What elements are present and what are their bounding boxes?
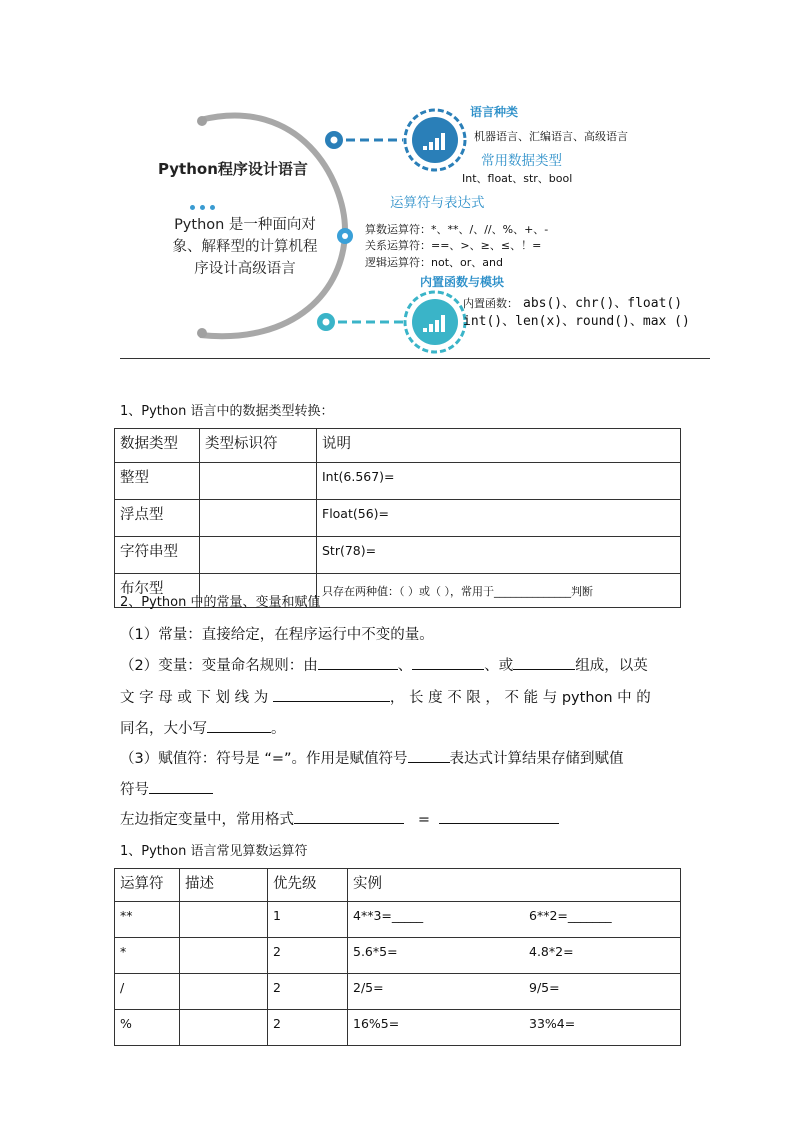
text: 、 (397, 658, 413, 674)
id-cell[interactable] (200, 537, 317, 574)
table-row (115, 974, 681, 1010)
assignment-paragraph-line2 (120, 778, 213, 799)
builtins-line2: int()、len(x)、round()、max () (463, 314, 690, 329)
section2-heading: 2、Python 中的常量、变量和赋值 (120, 595, 321, 610)
op-cell: * (115, 938, 180, 974)
table-header-cell: 优先级 (268, 869, 348, 902)
assignment-format-line (120, 808, 559, 829)
table-header-cell: 类型标识符 (200, 429, 317, 463)
table-row (115, 938, 681, 974)
table-row (115, 537, 681, 574)
table-header-cell: 运算符 (115, 869, 180, 902)
blank-field[interactable] (439, 809, 559, 824)
blank-field[interactable] (149, 779, 213, 794)
example-cell (348, 974, 681, 1010)
type-cell: 整型 (115, 463, 200, 500)
variable-paragraph-line1 (120, 654, 648, 675)
priority-cell: 2 (268, 938, 348, 974)
blank-field[interactable] (207, 718, 271, 733)
example-cell (348, 1010, 681, 1046)
id-cell[interactable] (200, 463, 317, 500)
blank-field[interactable] (294, 809, 404, 824)
text: 符号 (120, 782, 149, 798)
example-2: 33%4= (529, 1016, 576, 1031)
type-cell: 字符串型 (115, 537, 200, 574)
text: ， 长 度 不 限 ， 不 能 与 python 中 的 (389, 690, 651, 706)
table-header-row (115, 429, 681, 463)
table-header-cell: 描述 (180, 869, 268, 902)
builtins-label: 内置函数： (463, 297, 518, 310)
type-cell: 布尔型 (115, 574, 200, 608)
data-types-title: 常用数据类型 (481, 153, 562, 169)
arc-end-dot (197, 116, 207, 126)
constant-paragraph: （1）常量：直接给定，在程序运行中不变的量。 (120, 627, 434, 643)
text: 、或 (484, 658, 514, 674)
divider (120, 358, 710, 359)
example-2: 9/5= (529, 980, 560, 995)
blank-field[interactable] (273, 687, 390, 702)
desc-cell: Float(56)= (317, 500, 681, 537)
text: （2）变量：变量命名规则：由 (120, 658, 318, 674)
desc-cell[interactable] (180, 1010, 268, 1046)
text: 。 (271, 721, 286, 737)
op-cell: ** (115, 902, 180, 938)
logical-operators: 逻辑运算符：not、or、and (365, 256, 503, 269)
table-header-row (115, 869, 681, 902)
data-types-content: Int、float、str、bool (462, 172, 573, 185)
id-cell[interactable] (200, 500, 317, 537)
diagram-title: Python程序设计语言 (158, 160, 308, 178)
operators-title: 运算符与表达式 (390, 195, 485, 211)
example-1: 2/5= (353, 980, 384, 995)
op-cell: / (115, 974, 180, 1010)
table-header-cell: 实例 (348, 869, 681, 902)
text: （3）赋值符：符号是 “=”。作用是赋值符号 (120, 751, 408, 767)
diagram-description: Python 是一种面向对象、解释型的计算机程序设计高级语言 (172, 217, 318, 277)
table-header-cell: 数据类型 (115, 429, 200, 463)
table-row (115, 1010, 681, 1046)
builtins-line1: abs()、chr()、float() (523, 296, 683, 311)
lang-types-content: 机器语言、汇编语言、高级语言 (474, 130, 628, 143)
desc-cell[interactable] (180, 938, 268, 974)
assignment-paragraph-line1 (120, 747, 624, 768)
example-cell (348, 938, 681, 974)
example-2: 4.8*2= (529, 944, 574, 959)
example-1: 5.6*5= (353, 944, 398, 959)
type-cell: 浮点型 (115, 500, 200, 537)
desc-cell: Str(78)= (317, 537, 681, 574)
example-1: 4**3=_____ (353, 908, 424, 923)
table-header-cell: 说明 (317, 429, 681, 463)
blank-field[interactable] (408, 748, 450, 763)
builtins-title: 内置函数与模块 (420, 275, 505, 289)
priority-cell: 2 (268, 974, 348, 1010)
desc-cell: Int(6.567)= (317, 463, 681, 500)
operator-table (114, 868, 681, 1046)
dots-decoration (190, 195, 220, 214)
lang-types-title: 语言种类 (470, 105, 519, 119)
arith-operators: 算数运算符：*、**、/、//、%、+、- (365, 223, 549, 236)
blank-field[interactable] (513, 655, 575, 670)
text: 表达式计算结果存储到赋值 (449, 751, 624, 767)
table-row (115, 463, 681, 500)
relational-operators: 关系运算符：==、>、≥、≤、！= (365, 239, 542, 252)
arc-end-dot (197, 328, 207, 338)
example-2: 6**2=_______ (529, 908, 612, 923)
text: = (417, 812, 430, 828)
section3-heading: 1、Python 语言常见算数运算符 (120, 844, 308, 859)
priority-cell: 2 (268, 1010, 348, 1046)
desc-cell: 只存在两种值：（ ）或（ ），常用于______________判断 (317, 574, 681, 608)
desc-cell[interactable] (180, 902, 268, 938)
text: 文 字 母 或 下 划 线 为 (120, 690, 269, 706)
text: 同名，大小写 (120, 721, 207, 737)
section1-heading: 1、Python 语言中的数据类型转换： (120, 404, 334, 419)
example-cell (348, 902, 681, 938)
desc-cell[interactable] (180, 974, 268, 1010)
table-row (115, 902, 681, 938)
example-1: 16%5= (353, 1016, 400, 1031)
priority-cell: 1 (268, 902, 348, 938)
text: 组成，以英 (575, 658, 648, 674)
variable-paragraph-line3 (120, 717, 286, 738)
blank-field[interactable] (412, 655, 484, 670)
type-conversion-table (114, 428, 681, 608)
op-cell: % (115, 1010, 180, 1046)
blank-field[interactable] (318, 655, 398, 670)
variable-paragraph-line2 (120, 686, 651, 707)
table-row (115, 500, 681, 537)
text: 左边指定变量中，常用格式 (120, 812, 294, 828)
